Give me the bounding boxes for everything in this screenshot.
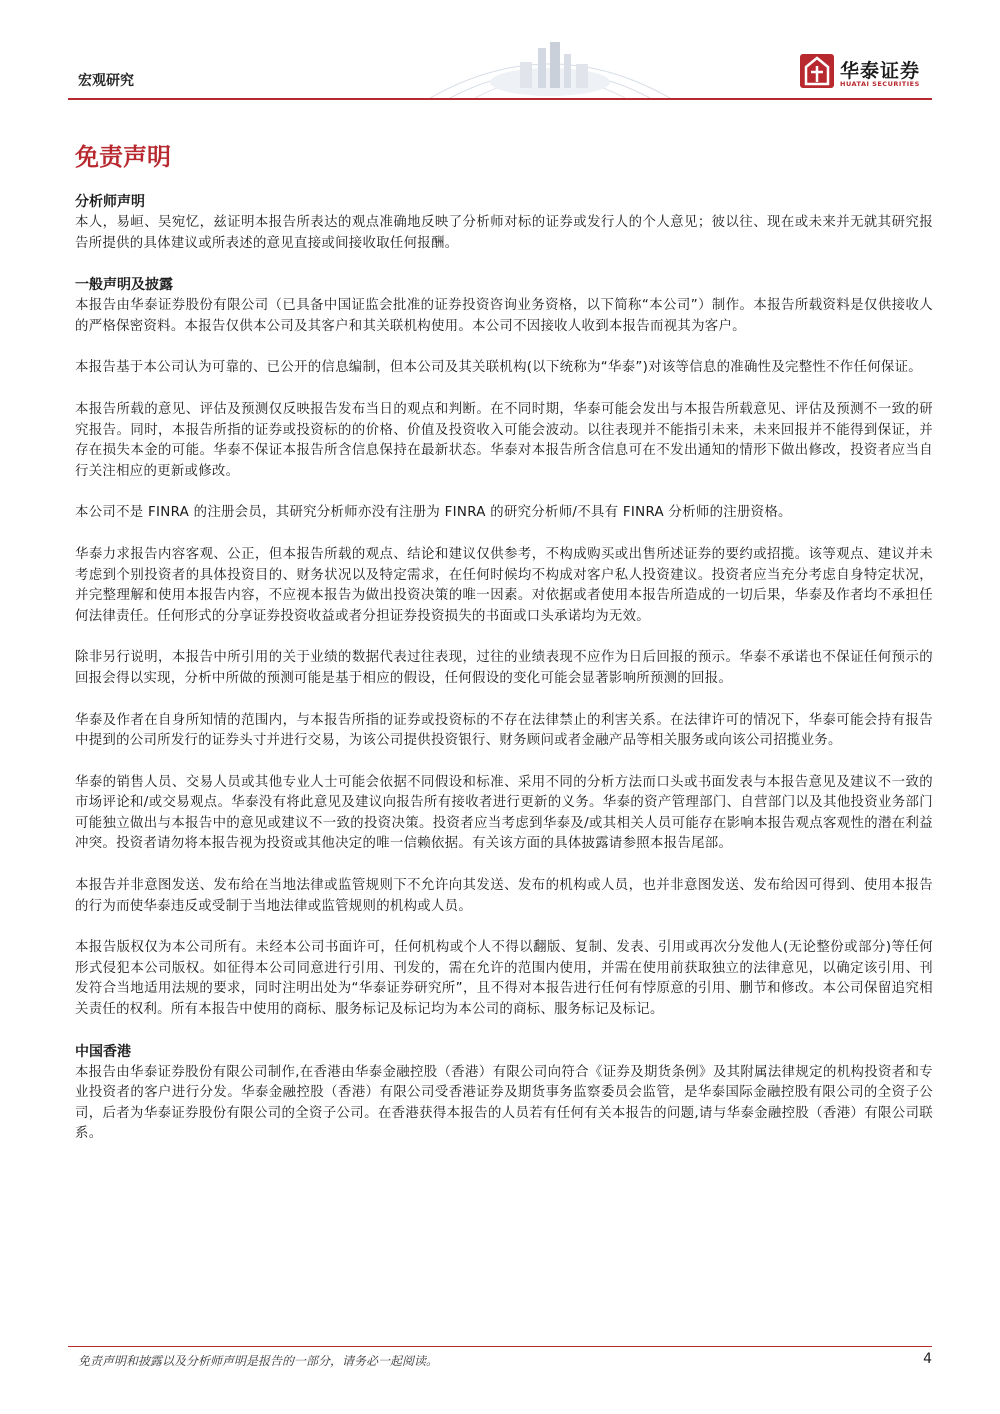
- page-title: 免责声明: [75, 143, 171, 171]
- header-decoration-graphic: [420, 40, 680, 98]
- hongkong-paragraph: 本报告由华泰证券股份有限公司制作,在香港由华泰金融控股（香港）有限公司向符合《证券及期货条例》及其附属法律规定的机构投资者和专业投资者的客户进行分发。华泰金融控股（香港）有限公司受香港证券及期货事务监察委员会监管，是华泰国际金融控股有限公司的全资子公司，后者为华泰证券股份有限公司的全资子公司。在香港获得本报告的人员若有任何有关本报告的问题,请与华泰金融控股（香港）有限公司联系。: [75, 1064, 933, 1142]
- general-paragraph-9: 本报告并非意图发送、发布给在当地法律或监管规则下不允许向其发送、发布的机构或人员，也并非意图发送、发布给因可得到、使用本报告的行为而使华泰违反或受制于当地法律或监管规则的机构或人员。: [75, 878, 933, 914]
- company-logo: [800, 54, 935, 94]
- page-number: 4: [923, 1351, 932, 1367]
- logo-english-name: HUATAI SECURITIES: [840, 80, 920, 88]
- hongkong-heading: 中国香港: [75, 1043, 131, 1060]
- analyst-statement-heading: 分析师声明: [75, 194, 145, 210]
- general-paragraph-7: 华泰及作者在自身所知情的范围内，与本报告所指的证券或投资标的不存在法律禁止的利害关系。在法律许可的情况下，华泰可能会持有报告中提到的公司所发行的证券头寸并进行交易，为该公司提供投资银行、财务顾问或者金融产品等相关服务或向该公司招揽业务。: [75, 712, 933, 749]
- general-paragraph-4: 本公司不是 FINRA 的注册会员，其研究分析师亦没有注册为 FINRA 的研究分析师/不具有 FINRA 分析师的注册资格。: [75, 505, 792, 521]
- general-paragraph-6: 除非另行说明，本报告中所引用的关于业绩的数据代表过往表现，过往的业绩表现不应作为日后回报的预示。华泰不承诺也不保证任何预示的回报会得以实现，分析中所做的预测可能是基于相应的假设，任何假设的变化可能会显著影响所预测的回报。: [75, 650, 933, 686]
- general-disclosure-heading: 一般声明及披露: [75, 277, 173, 294]
- page-header: [0, 0, 1000, 100]
- general-paragraph-8: 华泰的销售人员、交易人员或其他专业人士可能会依据不同假设和标准、采用不同的分析方法而口头或书面发表与本报告意见及建议不一致的市场评论和/或交易观点。华泰没有将此意见及建议向报告所有接收者进行更新的义务。华泰的资产管理部门、自营部门以及其他投资业务部门可能独立做出与本报告中的意见或建议不一致的投资决策。投资者应当考虑到华泰及/或其相关人员可能存在影响本报告观点客观性的潜在利益冲突。投资者请勿将本报告视为投资或其他决定的唯一信赖依据。有关该方面的具体披露请参照本报告尾部。: [75, 774, 933, 852]
- logo-chinese-name: 华泰证券: [840, 60, 921, 82]
- huatai-logo-icon: [800, 54, 834, 88]
- general-paragraph-10: 本报告版权仅为本公司所有。未经本公司书面许可，任何机构或个人不得以翻版、复制、发表、引用或再次分发他人(无论整份或部分)等任何形式侵犯本公司版权。如征得本公司同意进行引用、刊发的，需在允许的范围内使用，并需在使用前获取独立的法律意见，以确定该引用、刊发符合当地适用法规的要求，同时注明出处为“华泰证券研究所”，且不得对本报告进行任何有悖原意的引用、删节和修改。本公司保留追究相关责任的权利。所有本报告中使用的商标、服务标记及标记均为本公司的商标、服务标记及标记。: [75, 940, 933, 1018]
- general-paragraph-3: 本报告所载的意见、评估及预测仅反映报告发布当日的观点和判断。在不同时期，华泰可能会发出与本报告所载意见、评估及预测不一致的研究报告。同时，本报告所指的证券或投资标的的价格、价值及投资收入可能会波动。以往表现并不能指引未来，未来回报并不能得到保证，并存在损失本金的可能。华泰不保证本报告所含信息保持在最新状态。华泰对本报告所含信息可在不发出通知的情形下做出修改，投资者应当自行关注相应的更新或修改。: [75, 401, 933, 479]
- section-label: 宏观研究: [78, 73, 134, 89]
- analyst-statement-paragraph: 本人，易峘、吴宛忆，兹证明本报告所表达的观点准确地反映了分析师对标的证券或发行人的个人意见；彼以往、现在或未来并无就其研究报告所提供的具体建议或所表述的意见直接或间接收取任何报酬。: [75, 215, 933, 251]
- footer-note: 免责声明和披露以及分析师声明是报告的一部分，请务必一起阅读。: [78, 1354, 439, 1368]
- footer-divider: [68, 1346, 932, 1347]
- header-divider: [68, 98, 932, 100]
- document-body: [75, 140, 933, 1166]
- general-paragraph-1: 本报告由华泰证券股份有限公司（已具备中国证监会批准的证券投资咨询业务资格，以下简称“本公司”）制作。本报告所载资料是仅供接收人的严格保密资料。本报告仅供本公司及其客户和其关联机构使用。本公司不因接收人收到本报告而视其为客户。: [75, 298, 933, 334]
- general-paragraph-2: 本报告基于本公司认为可靠的、已公开的信息编制，但本公司及其关联机构(以下统称为“华泰”)对该等信息的准确性及完整性不作任何保证。: [75, 360, 922, 376]
- general-paragraph-5: 华泰力求报告内容客观、公正，但本报告所载的观点、结论和建议仅供参考，不构成购买或出售所述证券的要约或招揽。该等观点、建议并未考虑到个别投资者的具体投资目的、财务状况以及特定需求，在任何时候均不构成对客户私人投资建议。投资者应当充分考虑自身特定状况，并完整理解和使用本报告内容，不应视本报告为做出投资决策的唯一因素。对依据或者使用本报告所造成的一切后果，华泰及作者均不承担任何法律责任。任何形式的分享证券投资收益或者分担证券投资损失的书面或口头承诺均为无效。: [75, 546, 933, 624]
